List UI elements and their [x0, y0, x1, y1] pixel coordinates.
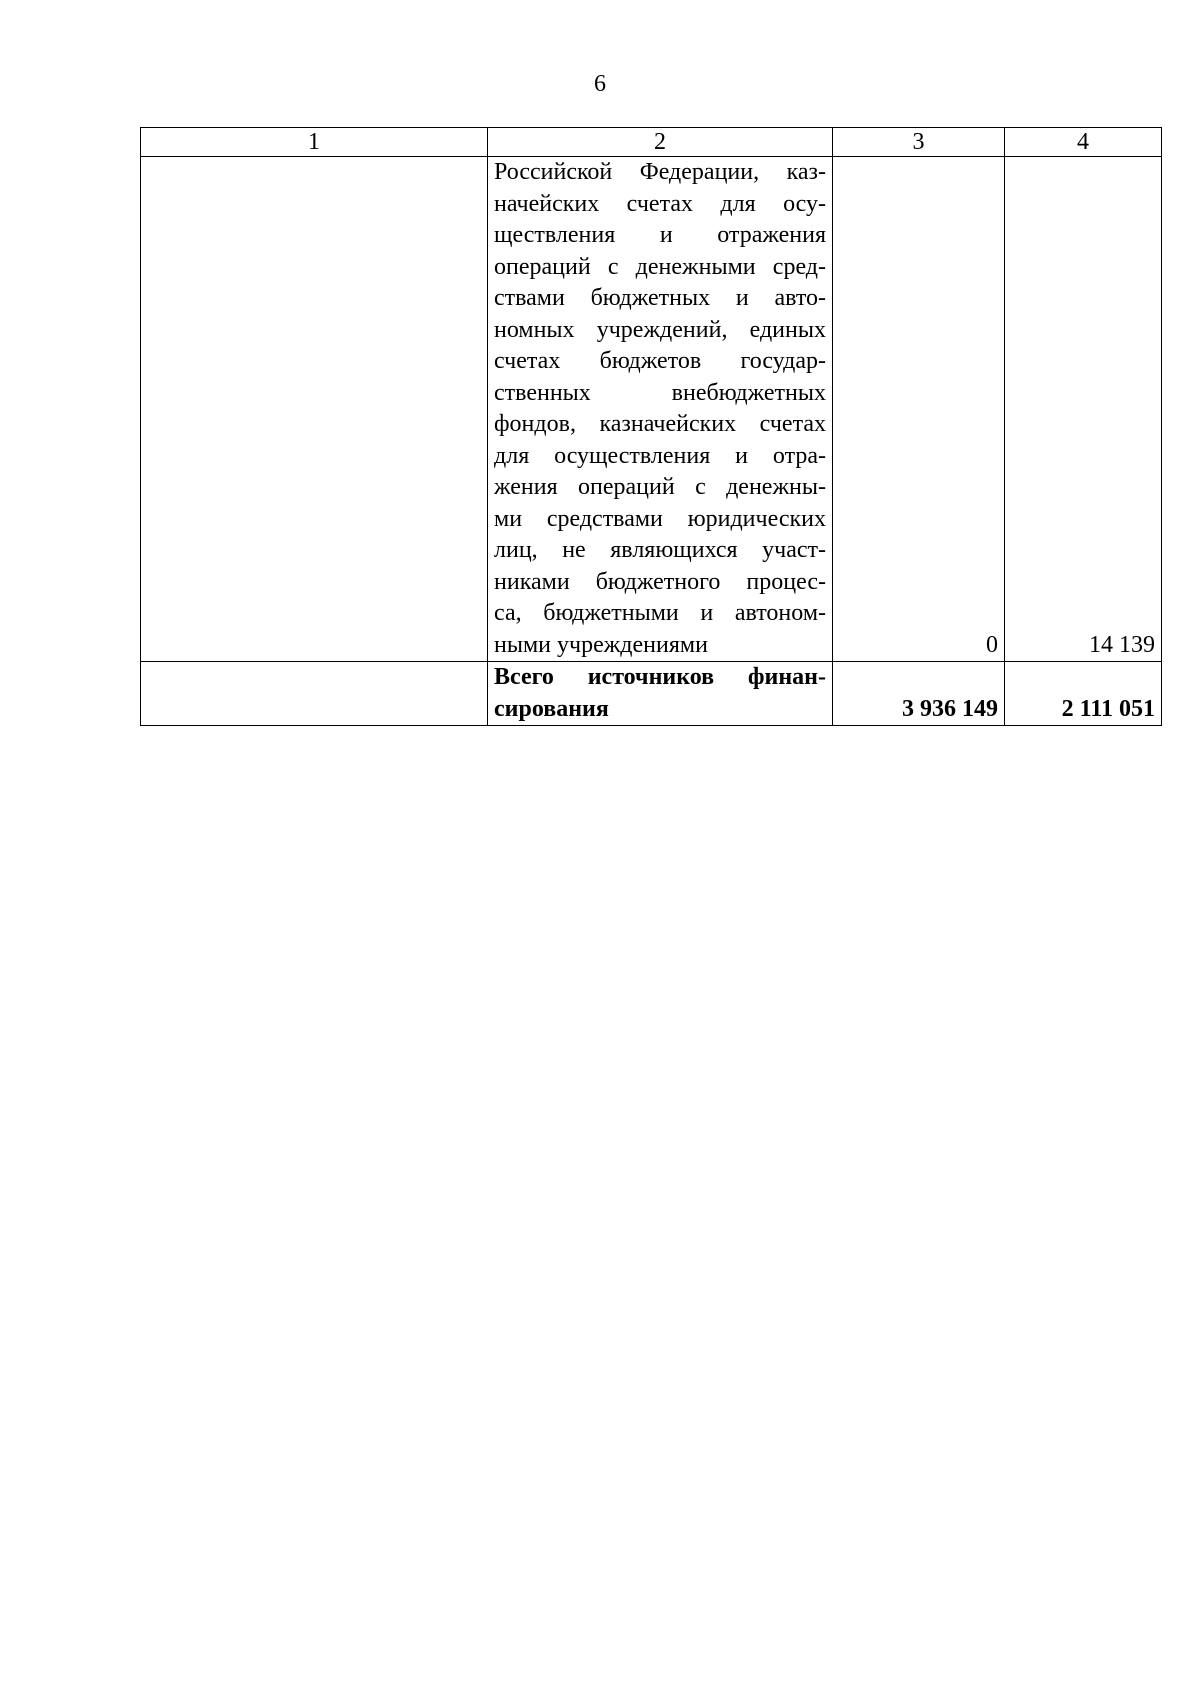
description-line: никами бюджетного процес- — [494, 568, 826, 595]
description-line: ственных внебюджетных — [494, 379, 826, 406]
header-cell-4: 4 — [1005, 128, 1162, 157]
page-number: 6 — [594, 71, 606, 97]
row-1-value-col-4: 14 139 — [1005, 157, 1162, 662]
header-cell-2: 2 — [488, 128, 833, 157]
table-header-row — [141, 128, 1162, 157]
total-value-col-3: 3 936 149 — [833, 662, 1005, 726]
header-cell-3: 3 — [833, 128, 1005, 157]
description-line: сирования — [494, 695, 609, 722]
description-line: ми средствами юридических — [494, 505, 826, 532]
table-total-row — [141, 662, 1162, 726]
description-line: ствами бюджетных и авто- — [494, 285, 826, 311]
total-row-description — [488, 662, 833, 726]
row-1-description — [488, 157, 833, 662]
description-line: жения операций с денежны- — [494, 474, 826, 500]
total-row-col-1 — [141, 662, 488, 726]
description-line: номных учреждений, единых — [494, 316, 826, 343]
description-line: ществления и отражения — [494, 222, 826, 248]
table-row — [141, 157, 1162, 662]
description-line: начейских счетах для осу- — [494, 190, 826, 217]
description-line: лиц, не являющихся участ- — [494, 537, 826, 563]
description-line: для осуществления и отра- — [494, 442, 826, 469]
description-line: Всего источников финан- — [494, 664, 826, 690]
row-1-col-1 — [141, 157, 488, 662]
description-line: счетах бюджетов государ- — [494, 348, 826, 374]
total-value-col-4: 2 111 051 — [1005, 662, 1162, 726]
row-1-value-col-3: 0 — [833, 157, 1005, 662]
description-line: Российской Федерации, каз- — [494, 159, 826, 185]
description-line: операций с денежными сред- — [494, 253, 826, 280]
financing-sources-table — [140, 127, 1162, 726]
description-line: фондов, казначейских счетах — [494, 411, 826, 437]
description-line: са, бюджетными и автоном- — [494, 600, 826, 626]
description-line: ными учреждениями — [494, 631, 708, 658]
header-cell-1: 1 — [141, 128, 488, 157]
